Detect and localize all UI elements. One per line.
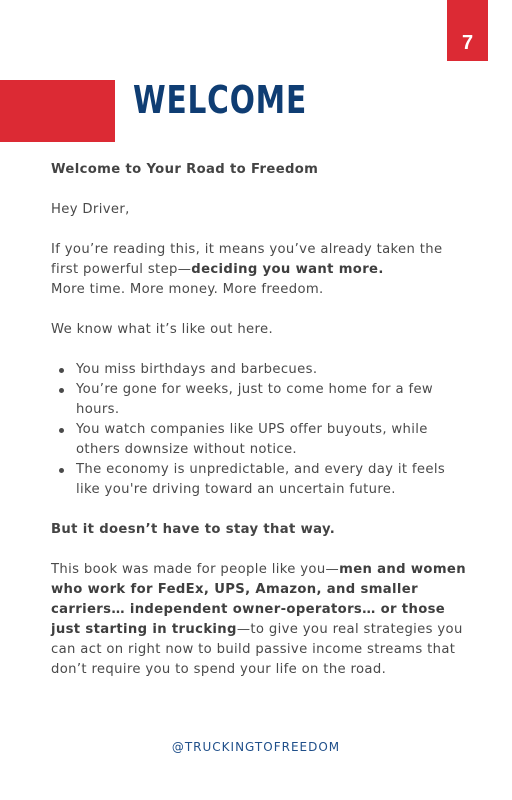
bullet-item: You watch companies like UPS offer buyouts, while others downsize without notice. — [51, 420, 467, 460]
bullet-item: The economy is unpredictable, and every day it feels like you're driving toward an uncertain future. — [51, 460, 467, 500]
bullet-item: You’re gone for weeks, just to come home for a few hours. — [51, 380, 467, 420]
paragraph-know: We know what it’s like out here. — [51, 322, 273, 337]
paragraph-book — [51, 560, 467, 680]
bullet-list — [51, 360, 467, 500]
footer-handle: @TRUCKINGTOFREEDOM — [171, 740, 341, 754]
greeting: Hey Driver, — [51, 202, 130, 217]
paragraph-book-bold: men and women who work for FedEx, UPS, Amazon, and smaller carriers… independent owner-operators… or those just starting in trucking — [51, 562, 466, 637]
page-number-tab — [447, 0, 488, 61]
paragraph-intro — [51, 240, 467, 280]
body-content — [51, 160, 467, 680]
bullet-item: You miss birthdays and barbecues. — [51, 360, 467, 380]
page-number: 7 — [461, 32, 474, 54]
title-accent-bar — [0, 80, 115, 142]
paragraph-book-end: —to give you real strategies you can act on right now to build passive income streams that don’t require you to spend your life on the road. — [51, 622, 463, 677]
bold-statement: But it doesn’t have to stay that way. — [51, 522, 336, 537]
paragraph-book-text: This book was made for people like you— — [51, 562, 340, 577]
subheading: Welcome to Your Road to Freedom — [51, 162, 319, 177]
page-title: WELCOME — [133, 78, 307, 122]
paragraph-intro-line2: More time. More money. More freedom. — [51, 282, 324, 297]
paragraph-intro-text: If you’re reading this, it means you’ve already taken the first powerful step— — [51, 242, 443, 277]
paragraph-intro-bold: deciding you want more. — [191, 262, 384, 277]
